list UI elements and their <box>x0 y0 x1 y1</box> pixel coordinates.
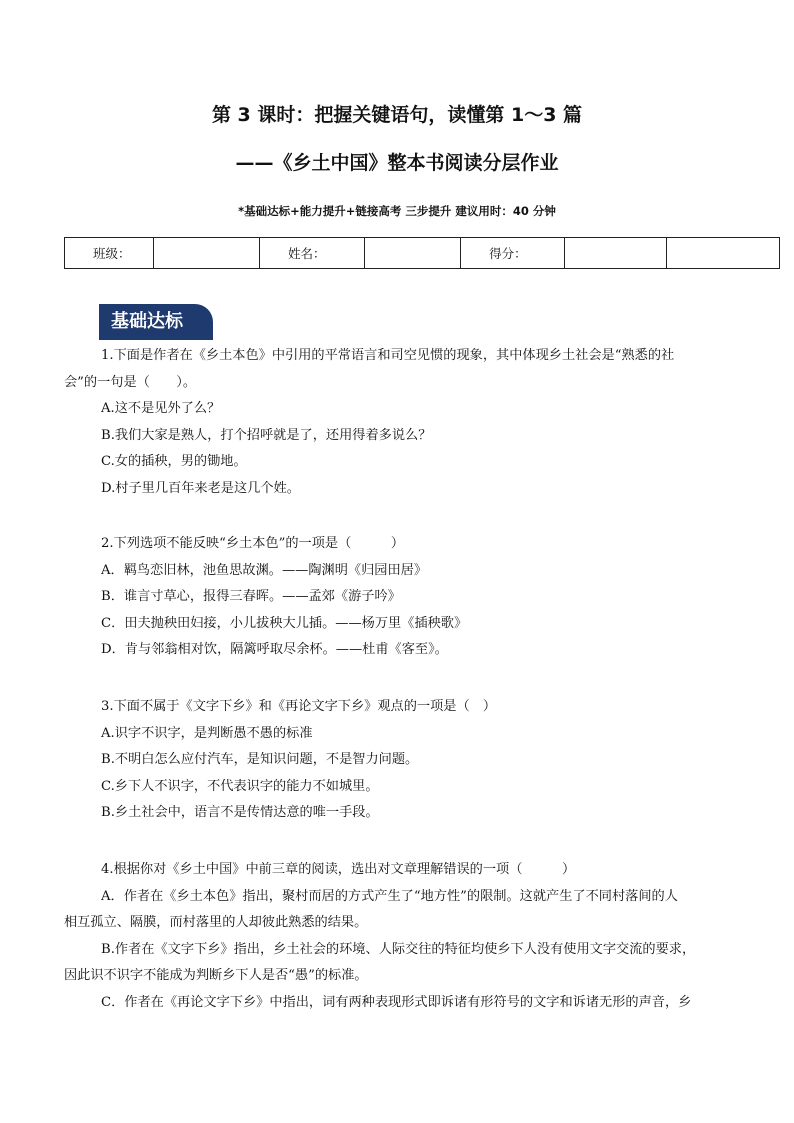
score-field[interactable] <box>564 238 667 269</box>
question-stem: 2.下列选项不能反映“乡土本色”的一项是（ ） <box>101 536 405 551</box>
option-c: C．田夫抛秧田妇接，小儿拔秧大儿插。——杨万里《插秧歌》 <box>101 615 468 631</box>
page-title: 第 3 课时：把握关键语句，读懂第 1～3 篇 <box>211 104 583 126</box>
name-field[interactable] <box>364 238 460 269</box>
option-a: A．作者在《乡土本色》指出，聚村而居的方式产生了“地方性”的限制。这就产生了不同村落间的人 <box>101 888 678 904</box>
option-c: C.乡下人不识字，不代表识字的能力不如城里。 <box>101 778 379 794</box>
question-stem-continued: 会”的一句是（ ）。 <box>64 374 197 390</box>
section-badge: 基础达标 <box>99 304 213 340</box>
score-label: 得分： <box>461 238 565 269</box>
option-a: A.这不是见外了么？ <box>101 401 221 416</box>
student-info-table <box>64 237 780 269</box>
option-b: B.作者在《文字下乡》指出，乡土社会的环境、人际交往的特征均使乡下人没有使用文字交流的要求， <box>101 941 696 957</box>
option-a: A．羁鸟恋旧林，池鱼思故渊。——陶渊明《归园田居》 <box>101 562 428 578</box>
option-b: B.不明白怎么应付汽车，是知识问题，不是智力问题。 <box>101 752 419 767</box>
blank-cell <box>667 238 780 269</box>
question-3 <box>101 694 726 827</box>
option-b: B.我们大家是熟人，打个招呼就是了，还用得着多说么？ <box>101 427 432 443</box>
option-b: B．谁言寸草心，报得三春晖。——孟郊《游子吟》 <box>101 589 401 604</box>
question-stem: 4.根据你对《乡土中国》中前三章的阅读，选出对文章理解错误的一项（ ） <box>101 862 576 877</box>
option-d: B.乡土社会中，语言不是传情达意的唯一手段。 <box>101 805 379 820</box>
assignment-note: *基础达标+能力提升+链接高考 三步提升 建议用时：40 分钟 <box>238 204 556 218</box>
option-a-continued: 相互孤立、隔膜，而村落里的人却彼此熟悉的结果。 <box>64 915 368 930</box>
question-2 <box>101 531 726 664</box>
option-b-continued: 因此识不识字不能成为判断乡下人是否“愚”的标准。 <box>64 968 368 983</box>
option-a: A.识字不识字，是判断愚不愚的标准 <box>101 725 313 741</box>
class-label: 班级： <box>65 238 154 269</box>
name-label: 姓名： <box>260 238 365 269</box>
class-field[interactable] <box>154 238 260 269</box>
question-stem: 3.下面不属于《文字下乡》和《再论文字下乡》观点的一项是（ ） <box>101 699 497 714</box>
question-stem: 1.下面是作者在《乡土本色》中引用的平常语言和司空见惯的现象，其中体现乡土社会是“熟悉的社 <box>101 348 675 363</box>
option-c: C.女的插秧，男的锄地。 <box>101 454 247 469</box>
option-d: D．肯与邻翁相对饮，隔篱呼取尽余杯。——杜甫《客至》。 <box>101 642 448 657</box>
question-1 <box>64 343 726 502</box>
page-subtitle: ——《乡土中国》整本书阅读分层作业 <box>235 152 559 174</box>
option-d: D.村子里几百年来老是这几个姓。 <box>101 480 300 496</box>
question-4 <box>64 857 726 1016</box>
option-c: C．作者在《再论文字下乡》中指出，词有两种表现形式即诉诸有形符号的文字和诉诸无形的声音，乡 <box>101 994 692 1010</box>
